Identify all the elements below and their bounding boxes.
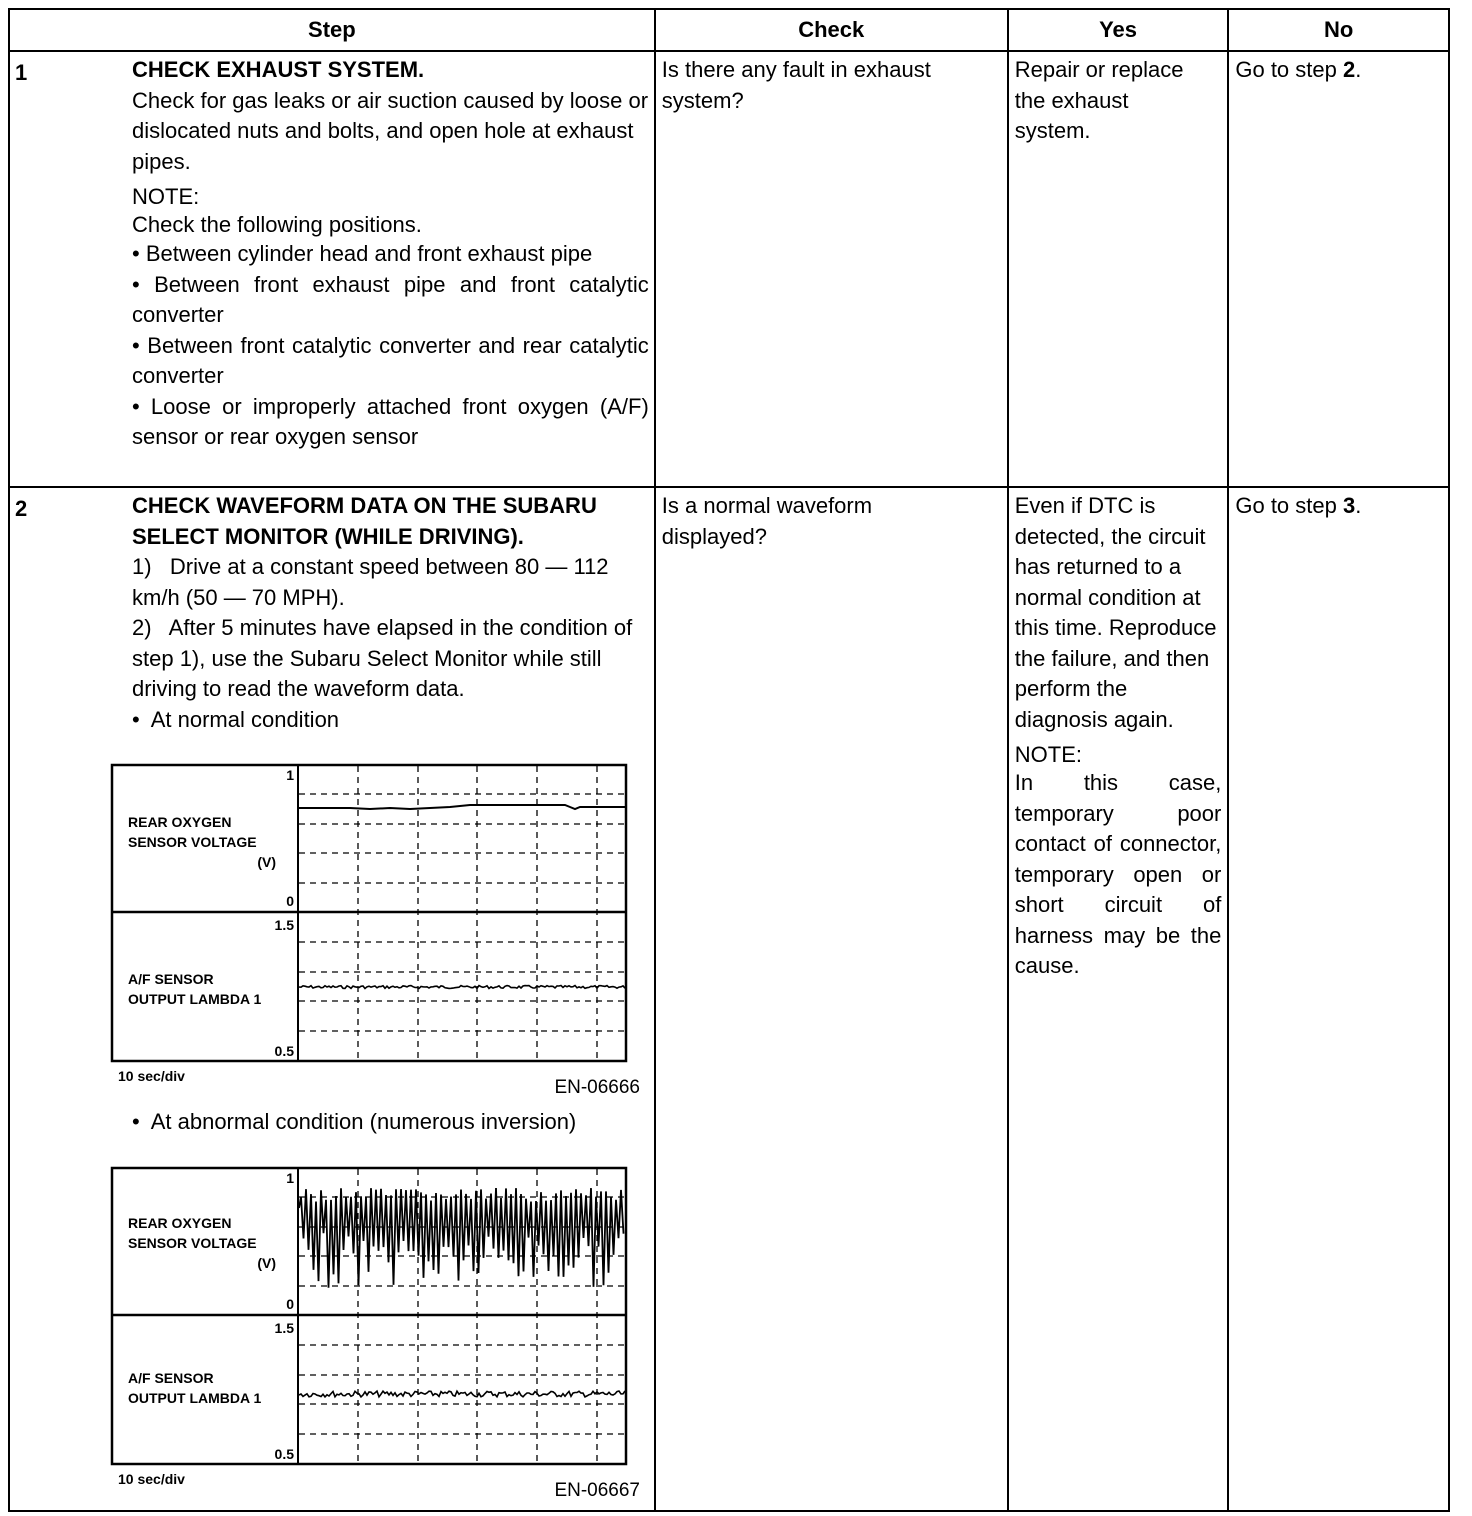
no-cell — [1228, 487, 1449, 1511]
check-cell — [655, 51, 1008, 487]
yes-block — [1009, 488, 1228, 982]
yes-action: Even if DTC is detected, the circuit has returned to a normal condition at this time. Reproduce the failure, and then perform the diagnosis again. — [1014, 493, 1217, 732]
bullet-normal: • At normal condition — [132, 706, 340, 732]
note-bullet: • Between front exhaust pipe and front catalytic converter — [132, 271, 649, 327]
no-action — [1229, 52, 1448, 86]
bottom-axis-label: OUTPUT LAMBDA 1 — [128, 1389, 262, 1406]
check-cell — [655, 487, 1008, 1511]
no-action-text: Go to step — [1235, 57, 1343, 82]
diagnostic-table — [8, 8, 1450, 1512]
bottom-min-label: 0.5 — [274, 1445, 294, 1462]
header-row — [9, 9, 1449, 51]
step-description: Check for gas leaks or air suction caused by loose or dislocated nuts and bolts, and open hole at exhaust pipes. — [132, 87, 649, 174]
no-cell — [1228, 51, 1449, 487]
step-cell — [9, 487, 655, 1511]
header-yes: Yes — [1008, 9, 1229, 51]
top-axis-unit: (V) — [257, 854, 276, 870]
bottom-axis-label: A/F SENSOR — [128, 971, 214, 987]
top-min-label: 0 — [286, 1295, 294, 1312]
timebase-label: 10 sec/div — [118, 1470, 185, 1487]
note-intro: Check the following positions. — [132, 212, 422, 237]
bottom-max-label: 1.5 — [274, 1319, 294, 1336]
no-step-ref[interactable]: 3 — [1342, 493, 1356, 518]
bottom-axis-label: A/F SENSOR — [128, 1369, 214, 1386]
timebase-label: 10 sec/div — [118, 1068, 185, 1084]
note-bullet: • Between cylinder head and front exhaust pipe — [132, 241, 593, 266]
header-check: Check — [655, 9, 1008, 51]
check-question: Is there any fault in exhaust system? — [661, 57, 931, 113]
header-step: Step — [9, 9, 655, 51]
figure-code: EN-06667 — [554, 1479, 640, 1501]
note-label: NOTE: — [132, 184, 200, 209]
waveform-chart-abnormal — [10, 1138, 650, 1510]
table-row — [9, 487, 1449, 1511]
header-no: No — [1228, 9, 1449, 51]
waveform-figure-normal — [10, 735, 654, 1107]
no-action-end: . — [1355, 57, 1362, 82]
top-min-label: 0 — [286, 893, 294, 909]
top-axis-label: SENSOR VOLTAGE — [128, 834, 257, 850]
note-bullet: • Between front catalytic converter and rear catalytic converter — [132, 332, 649, 388]
af-trace-normal — [299, 986, 625, 989]
yes-action: Repair or replace the exhaust system. — [1014, 57, 1184, 143]
step-number: 1 — [15, 60, 28, 85]
top-axis-label: REAR OXYGEN — [128, 814, 232, 830]
waveform-figure-abnormal — [10, 1138, 654, 1510]
no-action-end: . — [1355, 493, 1362, 518]
waveform-chart-normal — [10, 735, 650, 1107]
bottom-max-label: 1.5 — [274, 917, 294, 933]
yes-cell — [1008, 51, 1229, 487]
top-max-label: 1 — [286, 767, 294, 783]
step-instruction-2: 2) After 5 minutes have elapsed in the condition of step 1), use the Subaru Select Monitor while still driving to read the waveform data. — [132, 615, 639, 701]
no-step-ref[interactable]: 2 — [1342, 57, 1356, 82]
rear-o2-trace-normal — [299, 805, 625, 809]
yes-cell — [1008, 487, 1229, 1511]
top-axis-label: REAR OXYGEN — [128, 1214, 232, 1231]
note-bullet: • Loose or improperly attached front oxygen (A/F) sensor or rear oxygen sensor — [132, 393, 649, 449]
step-cell — [9, 51, 655, 487]
yes-note: In this case, temporary poor contact of connector, temporary open or short circuit of harness may be the cause. — [1014, 770, 1222, 978]
bottom-axis-label: OUTPUT LAMBDA 1 — [128, 991, 262, 1007]
no-action-text: Go to step — [1235, 493, 1343, 518]
top-max-label: 1 — [286, 1169, 294, 1186]
check-question: Is a normal waveform displayed? — [661, 493, 873, 549]
step-title: CHECK WAVEFORM DATA ON THE SUBARU SELECT MONITOR (WHILE DRIVING). — [132, 493, 597, 549]
af-trace-abnormal — [299, 1391, 625, 1397]
rear-o2-trace-abnormal — [299, 1188, 624, 1288]
step-title: CHECK EXHAUST SYSTEM. — [132, 57, 425, 82]
table-row — [9, 51, 1449, 487]
bottom-min-label: 0.5 — [274, 1043, 294, 1059]
step-instruction-1: 1) Drive at a constant speed between 80 — 112 km/h (50 — 70 MPH). — [132, 554, 615, 610]
top-axis-label: SENSOR VOLTAGE — [128, 1234, 257, 1251]
yes-note-label: NOTE: — [1014, 742, 1082, 767]
top-axis-unit: (V) — [257, 1254, 276, 1271]
no-action — [1229, 488, 1448, 522]
step-number: 2 — [15, 496, 28, 521]
figure-code: EN-06666 — [554, 1077, 640, 1098]
bullet-abnormal: • At abnormal condition (numerous inversion) — [132, 1109, 577, 1134]
